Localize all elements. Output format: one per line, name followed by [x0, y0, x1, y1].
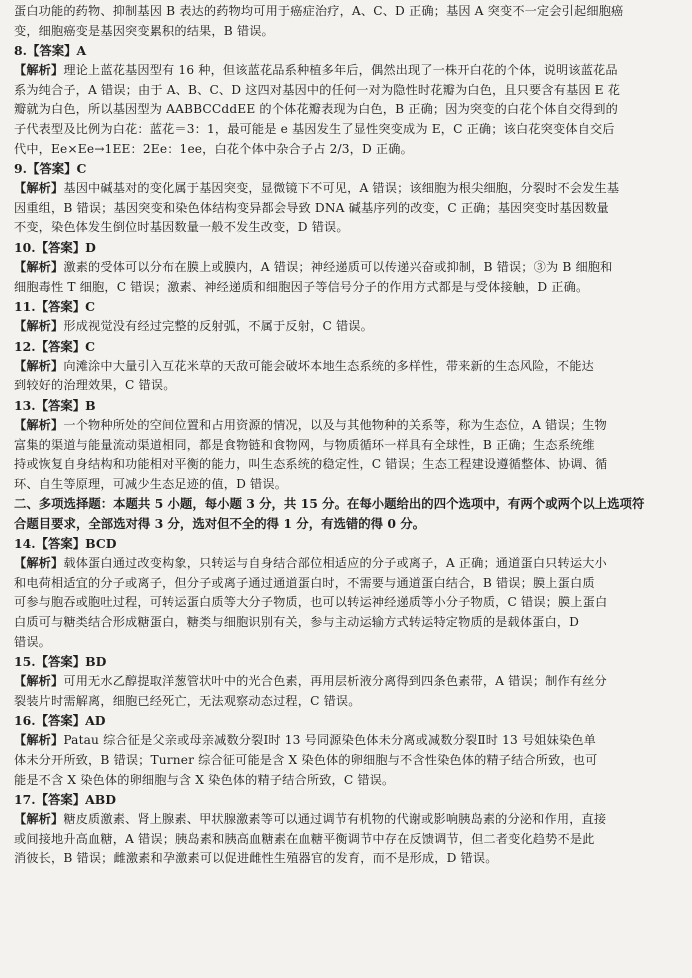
section-2-line-2: 合题目要求，全部选对得 3 分，选对但不全的得 1 分，有选错的得 0 分。 — [14, 516, 426, 532]
answer-line — [14, 297, 682, 317]
question-number: 17. — [14, 792, 36, 808]
answer-value: BCD — [85, 536, 117, 552]
answer-value: AD — [85, 713, 106, 729]
explanation-line — [14, 61, 682, 81]
explanation-text: 系为纯合子，A 错误；由于 A、B、C、D 这四对基因中的任何一对为隐性时花瓣为白色，且只要含有基因 E 花 — [14, 82, 621, 97]
intro-block — [14, 2, 682, 41]
explanation-text: 持或恢复自身结构和功能相对平衡的能力，叫生态系统的稳定性，C 错误；生态工程建设遵循整体、协调、循 — [14, 457, 608, 472]
explanation-text: 不变，染色体发生倒位时基因数量一般不发生改变，D 错误。 — [14, 220, 349, 235]
answer-line — [14, 652, 682, 672]
answer-line — [14, 534, 682, 554]
explanation-line — [14, 140, 682, 160]
answer-value: C — [85, 299, 95, 315]
explanation-text: 可用无水乙醇提取洋葱管状叶中的光合色素，再用层析液分离得到四条色素带，A 错误；制作有丝分 — [63, 674, 607, 689]
explanation-line — [14, 692, 682, 712]
answer-value: D — [85, 239, 96, 255]
answer-tag: 【答案】 — [35, 654, 86, 670]
explanation-line — [14, 830, 682, 850]
explanation-text: 裂装片时需解离，细胞已经死亡，无法观察动态过程，C 错误。 — [14, 693, 361, 708]
explanation-tag: 【解析】 — [14, 674, 64, 689]
explanation-text: 一个物种所处的空间位置和占用资源的情况，以及与其他物种的关系等，称为生态位，A 错误；生物 — [63, 417, 607, 432]
explanation-line — [14, 633, 682, 653]
explanation-text: 代中，Ee×Ee→1EE：2Ee：1ee，白花个体中杂合子占 2/3，D 正确。 — [14, 141, 413, 156]
explanation-line — [14, 554, 682, 574]
explanation-text: 理论上蓝花基因型有 16 种，但该蓝花品系种植多年后，偶然出现了一株开白花的个体，说明该蓝花品 — [63, 63, 618, 78]
explanation-line — [14, 771, 682, 791]
explanation-text: 和电荷相适宜的分子或离子，但分子或离子通过通道蛋白时，不需要与通道蛋白结合，B 错误；膜上蛋白质 — [14, 575, 595, 590]
explanation-line — [14, 455, 682, 475]
section-2-heading — [14, 494, 682, 534]
explanation-line — [14, 100, 682, 120]
explanation-text: 瓣就为白色，所以基因型为 AABBCCddEE 的个体花瓣表现为白色，B 正确；因为突变的白花个体自交得到的 — [14, 102, 618, 117]
question-number: 13. — [14, 397, 36, 413]
explanation-text: 富集的渠道与能量流动渠道相同，都是食物链和食物网，与物质循环一样具有全球性，B 正确；生态系统维 — [14, 437, 595, 452]
explanation-tag: 【解析】 — [14, 417, 64, 432]
explanation-line — [14, 179, 682, 199]
explanation-line — [14, 258, 682, 278]
explanation-line — [14, 317, 682, 337]
answer-line — [14, 337, 682, 357]
explanation-line — [14, 278, 682, 298]
explanation-text: 到较好的治理效果，C 错误。 — [14, 378, 176, 393]
explanation-text: 因重组，B 错误；基因突变和染色体结构变异都会导致 DNA 碱基序列的改变，C 正确；基因突变时基因数量 — [14, 200, 609, 215]
explanation-text: 或间接地升高血糖，A 错误；胰岛素和胰高血糖素在血糖平衡调节中存在反馈调节，但二者变化趋势不是此 — [14, 831, 595, 846]
answer-line — [14, 159, 682, 179]
explanation-line — [14, 810, 682, 830]
answer-item — [14, 534, 682, 652]
answer-line — [14, 396, 682, 416]
explanation-text: 白质可与糖类结合形成糖蛋白，糖类与细胞识别有关，参与主动运输方式转运特定物质的是载体蛋白，D — [14, 615, 580, 630]
explanation-line — [14, 436, 682, 456]
explanation-text: 细胞毒性 T 细胞，C 错误；激素、神经递质和细胞因子等信号分子的作用方式都是与受体接触，D 正确。 — [14, 279, 589, 294]
explanation-tag: 【解析】 — [14, 556, 64, 571]
explanation-line — [14, 357, 682, 377]
explanation-text: 体未分开所致，B 错误；Turner 综合征可能是含 X 染色体的卵细胞与不含性染色体的精子结合所致，也可 — [14, 753, 598, 768]
answer-value: ABD — [85, 792, 116, 808]
answers-single-choice — [14, 41, 682, 494]
explanation-text: 基因中碱基对的变化属于基因突变，显微镜下不可见，A 错误；该细胞为根尖细胞，分裂时不会发生基 — [63, 181, 620, 196]
explanation-tag: 【解析】 — [14, 259, 64, 274]
explanation-text: 能是不含 X 染色体的卵细胞与含 X 染色体的精子结合所致，C 错误。 — [14, 772, 395, 787]
intro-line-1: 蛋白功能的药物、抑制基因 B 表达的药物均可用于癌症治疗，A、C、D 正确；基因 A 突变不一定会引起细胞癌 — [14, 4, 624, 18]
section-2-line-1: 二、多项选择题：本题共 5 小题，每小题 3 分，共 15 分。在每小题给出的四个选项中，有两个或两个以上选项符 — [14, 496, 645, 512]
answer-item — [14, 159, 682, 238]
answer-item — [14, 396, 682, 494]
answer-item — [14, 711, 682, 790]
explanation-tag: 【解析】 — [14, 63, 64, 78]
question-number: 8. — [14, 43, 27, 59]
answer-tag: 【答案】 — [35, 397, 86, 413]
explanation-line — [14, 672, 682, 692]
answers-multiple-choice — [14, 534, 682, 869]
answer-tag: 【答案】 — [35, 792, 86, 808]
question-number: 15. — [14, 654, 36, 670]
explanation-tag: 【解析】 — [14, 358, 64, 373]
question-number: 14. — [14, 536, 36, 552]
question-number: 11. — [14, 299, 36, 315]
answer-item — [14, 297, 682, 337]
answer-item — [14, 337, 682, 396]
answer-line — [14, 790, 682, 810]
explanation-text: 形成视觉没有经过完整的反射弧，不属于反射，C 错误。 — [63, 319, 373, 334]
answer-tag: 【答案】 — [26, 161, 77, 177]
answer-value: B — [85, 397, 96, 413]
explanation-text: 错误。 — [14, 634, 52, 649]
explanation-line — [14, 120, 682, 140]
answer-tag: 【答案】 — [35, 713, 86, 729]
answer-value: A — [76, 43, 87, 59]
answer-line — [14, 238, 682, 258]
question-number: 16. — [14, 713, 36, 729]
question-number: 12. — [14, 338, 36, 354]
answer-item — [14, 41, 682, 159]
explanation-text: 向滩涂中大量引入互花米草的天敌可能会破坏本地生态系统的多样性，带来新的生态风险，不能达 — [63, 358, 594, 373]
explanation-line — [14, 593, 682, 613]
intro-line-2: 变，细胞癌变是基因突变累积的结果，B 错误。 — [14, 23, 274, 38]
answer-value: C — [85, 338, 95, 354]
question-number: 9. — [14, 161, 27, 177]
explanation-text: Patau 综合征是父亲或母亲减数分裂Ⅰ时 13 号同源染色体未分离或减数分裂Ⅱ时 13 号姐妹染色单 — [63, 733, 596, 748]
explanation-text: 环、自生等原理，可减少生态足迹的值，D 错误。 — [14, 476, 288, 491]
explanation-line — [14, 574, 682, 594]
answer-item — [14, 238, 682, 297]
answer-tag: 【答案】 — [35, 536, 86, 552]
explanation-line — [14, 613, 682, 633]
answer-tag: 【答案】 — [35, 299, 86, 315]
answer-item — [14, 652, 682, 711]
answer-line — [14, 41, 682, 61]
explanation-text: 载体蛋白通过改变构象，只转运与自身结合部位相适应的分子或离子，A 正确；通道蛋白只转运大小 — [63, 556, 607, 571]
explanation-line — [14, 751, 682, 771]
explanation-tag: 【解析】 — [14, 319, 64, 334]
explanation-tag: 【解析】 — [14, 181, 64, 196]
explanation-text: 消彼长，B 错误；雌激素和孕激素可以促进雌性生殖器官的发育，而不是形成，D 错误。 — [14, 851, 498, 866]
question-number: 10. — [14, 239, 36, 255]
answer-item — [14, 790, 682, 869]
explanation-line — [14, 849, 682, 869]
answer-tag: 【答案】 — [35, 338, 86, 354]
explanation-line — [14, 376, 682, 396]
answer-tag: 【答案】 — [35, 239, 86, 255]
explanation-line — [14, 81, 682, 101]
explanation-text: 糖皮质激素、肾上腺素、甲状腺激素等可以通过调节有机物的代谢或影响胰岛素的分泌和作用，直接 — [63, 812, 607, 827]
explanation-tag: 【解析】 — [14, 733, 64, 748]
explanation-line — [14, 731, 682, 751]
explanation-line — [14, 199, 682, 219]
explanation-line — [14, 416, 682, 436]
explanation-text: 激素的受体可以分布在膜上或膜内，A 错误；神经递质可以传递兴奋或抑制，B 错误；③为 B 细胞和 — [63, 259, 613, 274]
explanation-text: 子代表型及比例为白花：蓝花＝3：1，最可能是 e 基因发生了显性突变成为 E，C 正确；该白花突变体自交后 — [14, 121, 615, 136]
explanation-text: 可参与胞吞或胞吐过程，可转运蛋白质等大分子物质，也可以转运神经递质等小分子物质，C 错误；膜上蛋白 — [14, 595, 608, 610]
answer-value: C — [76, 161, 87, 177]
explanation-line — [14, 218, 682, 238]
answer-value: BD — [85, 654, 107, 670]
answer-tag: 【答案】 — [26, 43, 77, 59]
answer-line — [14, 711, 682, 731]
explanation-line — [14, 475, 682, 495]
explanation-tag: 【解析】 — [14, 812, 64, 827]
